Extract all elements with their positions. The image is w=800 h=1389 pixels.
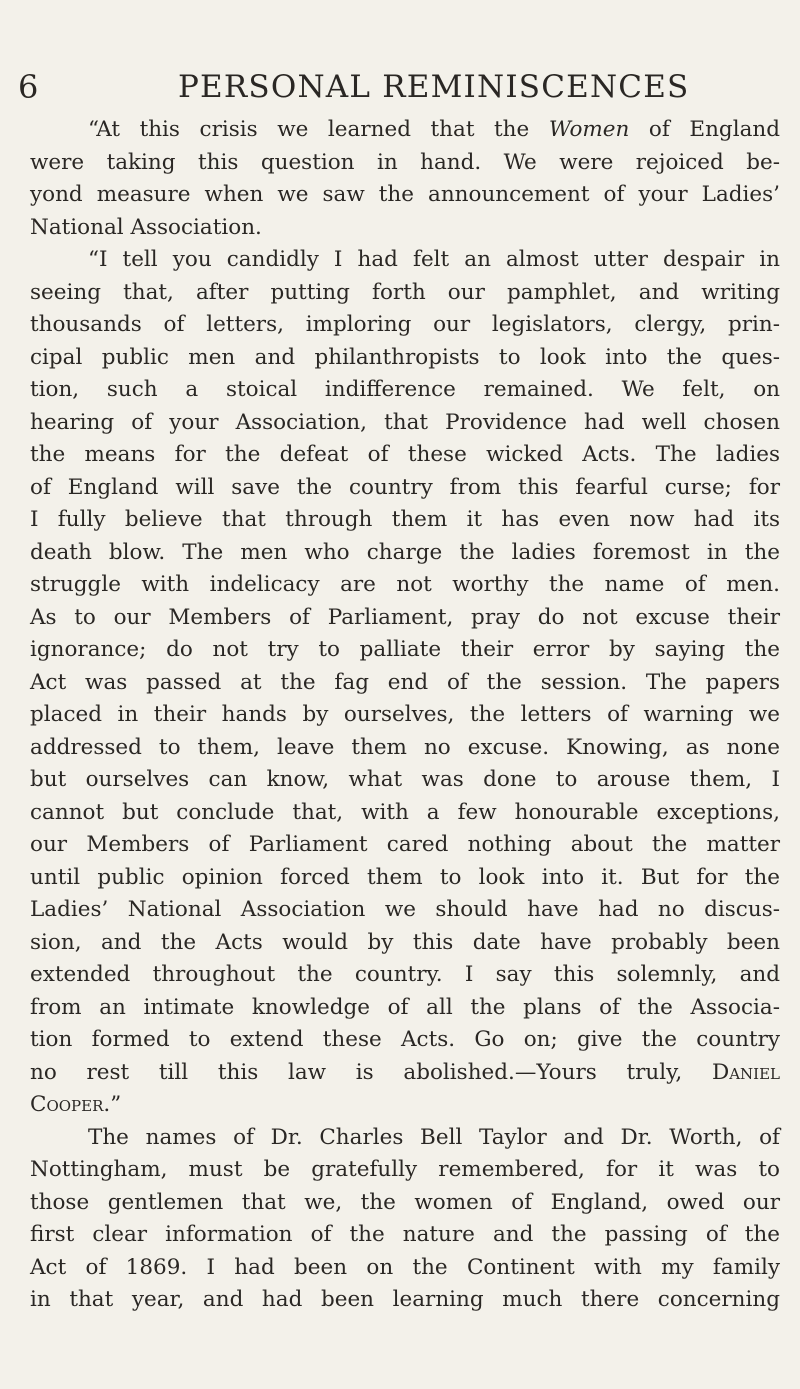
page-number: 6 — [18, 68, 39, 106]
text-line: sion, and the Acts would by this date have probably been — [30, 929, 780, 955]
text-line: of England will save the country from this fearful curse; for — [30, 474, 780, 500]
text-line: those gentlemen that we, the women of England, owed our — [30, 1189, 780, 1215]
text-line: ignorance; do not try to palliate their error by saying the — [30, 637, 780, 662]
text-line: hearing of your Association, that Providence had well chosen — [30, 409, 780, 435]
text-line: Cooper.” — [30, 1092, 122, 1117]
text-line: in that year, and had been learning much there concerning — [30, 1287, 780, 1312]
text-line: from an intimate knowledge of all the plans of the Associa- — [30, 994, 780, 1020]
text-line: the means for the defeat of these wicked Acts. The ladies — [30, 442, 780, 467]
text-line: but ourselves can know, what was done to arouse them, I — [30, 767, 780, 792]
text-line: Act was passed at the fag end of the session. The papers — [30, 669, 780, 695]
text-line: tion, such a stoical indifference remained. We felt, on — [30, 377, 780, 402]
text-line: placed in their hands by ourselves, the letters of warning we — [30, 702, 780, 727]
text-line: extended throughout the country. I say this solemnly, and — [30, 962, 780, 987]
text-line: As to our Members of Parliament, pray do not excuse their — [30, 604, 780, 630]
text-line: yond measure when we saw the announcement of your Ladies’ — [30, 182, 780, 207]
text-line: until public opinion forced them to look into it. But for the — [30, 864, 780, 890]
text-line: National Association. — [30, 214, 262, 240]
text-line: “At this crisis we learned that the Women of England — [88, 117, 780, 142]
text-line: Ladies’ National Association we should have had no discus- — [30, 897, 780, 922]
text-line: no rest till this law is abolished.—Yours truly, Daniel — [30, 1059, 780, 1085]
text-line: addressed to them, leave them no excuse. Knowing, as none — [30, 734, 780, 760]
body-text — [30, 114, 780, 1317]
text-line: tion formed to extend these Acts. Go on; give the country — [30, 1027, 780, 1052]
text-line: first clear information of the nature and the passing of the — [30, 1222, 780, 1247]
text-line: death blow. The men who charge the ladies foremost in the — [30, 539, 780, 565]
text-line: Nottingham, must be gratefully remembered, for it was to — [30, 1157, 780, 1182]
text-line: our Members of Parliament cared nothing about the matter — [30, 832, 780, 857]
text-line: cipal public men and philanthropists to look into the ques- — [30, 344, 780, 370]
text-line: Act of 1869. I had been on the Continent with my family — [30, 1254, 780, 1280]
text-line: struggle with indelicacy are not worthy the name of men. — [30, 572, 780, 597]
text-line: “I tell you candidly I had felt an almost utter despair in — [88, 247, 780, 272]
text-line: cannot but conclude that, with a few honourable exceptions, — [30, 799, 780, 825]
page-header — [18, 62, 798, 112]
text-line: seeing that, after putting forth our pamphlet, and writing — [30, 279, 780, 305]
running-title: PERSONAL REMINISCENCES — [178, 69, 690, 105]
text-line: I fully believe that through them it has even now had its — [30, 507, 780, 532]
text-line: thousands of letters, imploring our legislators, clergy, prin- — [30, 312, 780, 337]
text-line: The names of Dr. Charles Bell Taylor and Dr. Worth, of — [88, 1124, 780, 1150]
text-line: were taking this question in hand. We were rejoiced be- — [30, 149, 780, 175]
